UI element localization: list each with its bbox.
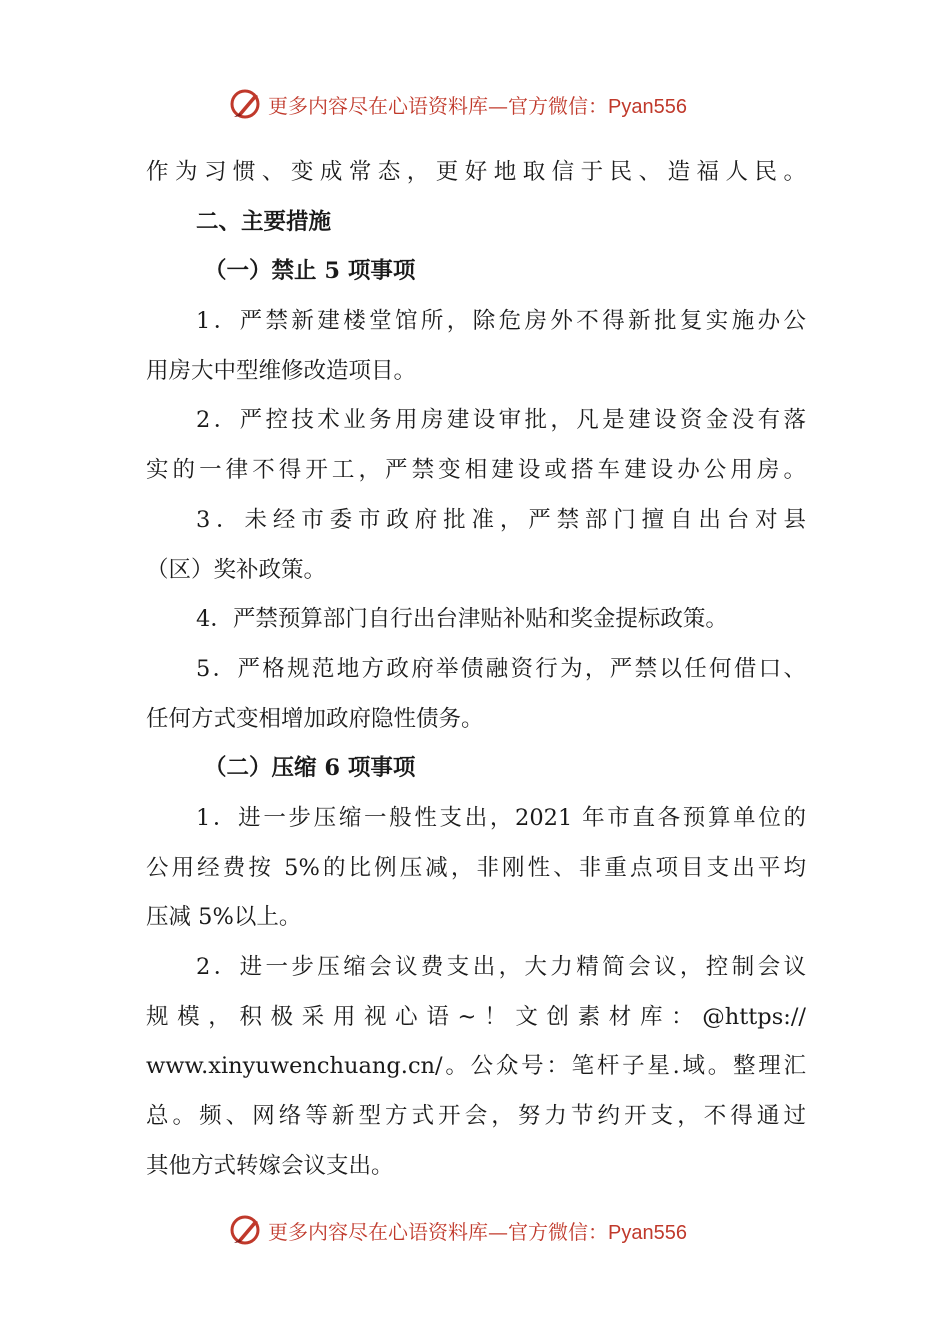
- section-heading: 二、主要措施: [196, 208, 332, 235]
- paragraph-line: 3．未经市委市政府批准，严禁部门擅自出台对县: [196, 506, 806, 533]
- paragraph-line: 5．严格规范地方政府举债融资行为，严禁以任何借口、: [196, 655, 806, 682]
- pen-logo-icon: [228, 86, 264, 122]
- paragraph-line: 压减 5%以上。: [146, 904, 302, 931]
- paragraph-line: 总。频、网络等新型方式开会，努力节约开支，不得通过: [146, 1103, 806, 1130]
- paragraph-line: 4．严禁预算部门自行出台津贴补贴和奖金提标政策。: [196, 606, 728, 633]
- paragraph-line: 1．进一步压缩一般性支出，2021 年市直各预算单位的: [196, 804, 806, 831]
- watermark-text: 更多内容尽在心语资料库—官方微信：Pyan556: [268, 93, 687, 118]
- paragraph-line: 其他方式转嫁会议支出。: [146, 1152, 394, 1179]
- paragraph-line: 2．严控技术业务用房建设审批，凡是建设资金没有落: [196, 407, 806, 434]
- paragraph-line: 1．严禁新建楼堂馆所，除危房外不得新批复实施办公: [196, 308, 806, 335]
- paragraph-line: （区）奖补政策。: [146, 556, 327, 583]
- paragraph-line: 作为习惯、变成常态，更好地取信于民、造福人民。: [146, 159, 806, 185]
- document-body: [146, 148, 806, 1191]
- paragraph-line: www.xinyuwenchuang.cn/。公众号：笔杆子星.域。整理汇: [146, 1053, 806, 1080]
- paragraph-line: 任何方式变相增加政府隐性债务。: [146, 705, 484, 732]
- watermark-text: 更多内容尽在心语资料库—官方微信：Pyan556: [268, 1219, 687, 1244]
- header-watermark: [228, 84, 687, 124]
- paragraph-line: 用房大中型维修改造项目。: [146, 357, 417, 384]
- subsection-heading: （一）禁止 5 项事项: [204, 258, 416, 285]
- paragraph-line: 2．进一步压缩会议费支出，大力精简会议，控制会议: [196, 954, 806, 980]
- footer-watermark: [228, 1210, 687, 1250]
- subsection-heading: （二）压缩 6 项事项: [204, 755, 416, 782]
- pen-logo-icon: [228, 1212, 264, 1248]
- paragraph-line: 规 模 ， 积 极 采 用 视 心 语 ~ ！ 文 创 素 材 库 ： @https://: [146, 1003, 806, 1030]
- paragraph-line: 公用经费按 5%的比例压减，非刚性、非重点项目支出平均: [146, 854, 806, 881]
- paragraph-line: 实的一律不得开工，严禁变相建设或搭车建设办公用房。: [146, 457, 806, 484]
